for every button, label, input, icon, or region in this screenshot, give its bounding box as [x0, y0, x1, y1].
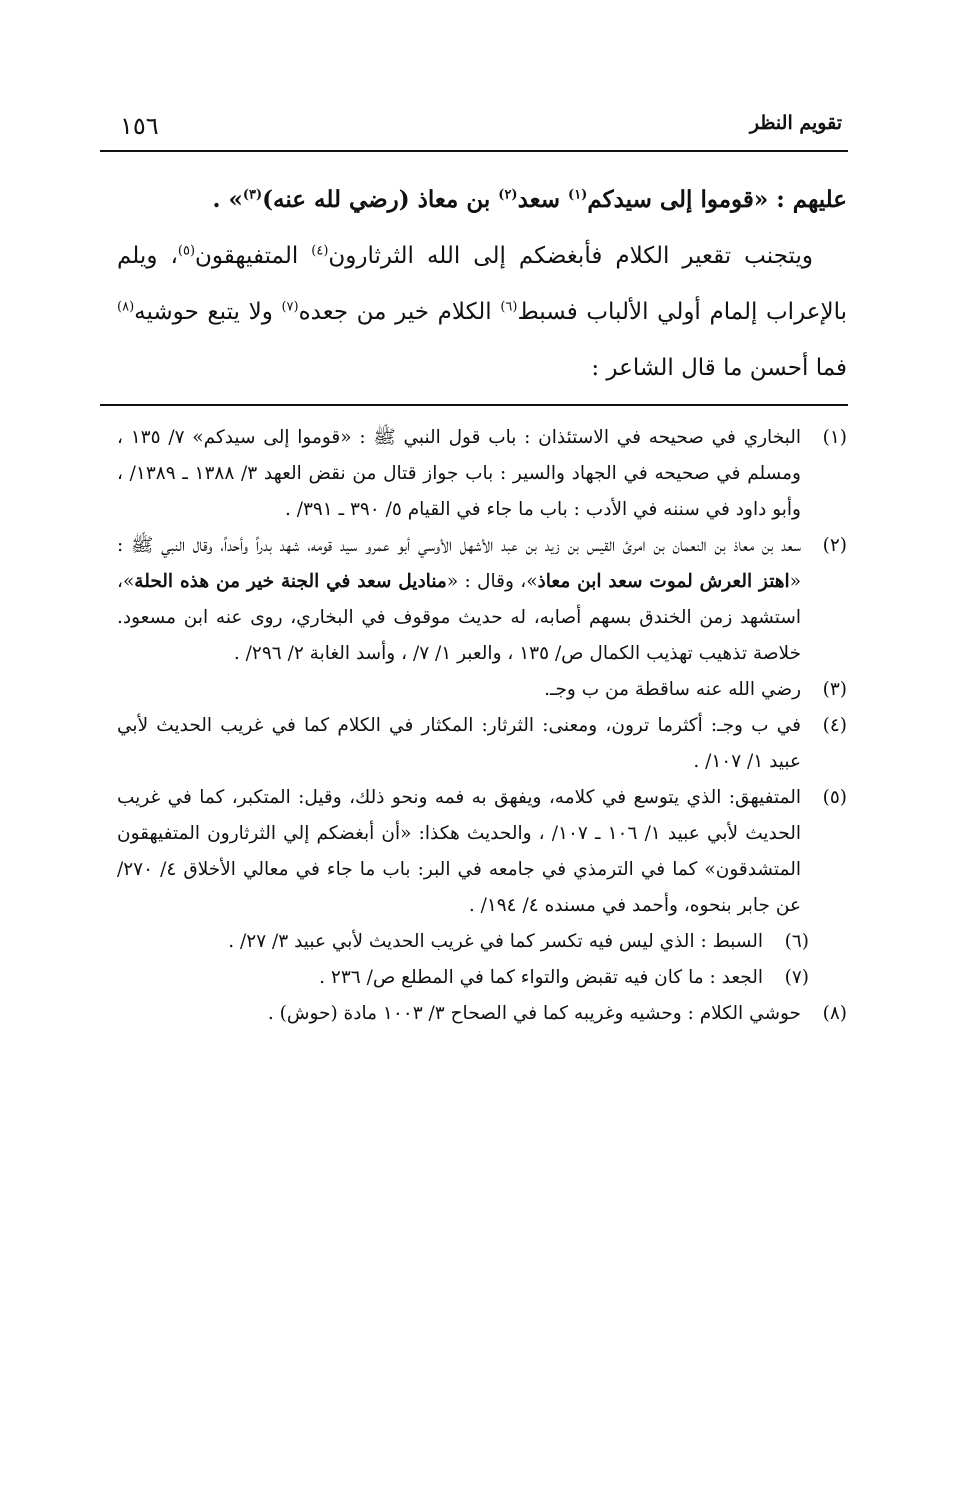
text-run: » . [212, 186, 243, 213]
footnote-text: »، وقال : « [446, 571, 538, 592]
footnote-number: (١) [822, 427, 847, 448]
footnotes [117, 420, 847, 1032]
footnote-ref-8: (٨) [117, 299, 135, 315]
text-run: ويتجنب تقعير الكلام فأبغضكم إلى الله الثرثارون [328, 243, 814, 269]
footnote-text: »، استشهد زمن الخندق بسهم أصابه، له حديث موقوف في البخاري، روى عنه ابن مسعود. خلاصة تذهيب تهذيب الكمال ص/ ١٣٥ ، والعبر ١/ ٧/ ، وأسد الغابة ٢/ ٢٩٦/ . [117, 571, 801, 664]
footnote-text: سعد بن معاذ بن النعمان بن امرئ القيس بن زيد بن عبد الأشهل الأوسي أبو عمرو سيد قومه، شهد بدراً وأحداً، وقال النبي ﷺ : « [117, 535, 802, 592]
footnote-6 [117, 924, 847, 960]
footnote-text: في ب وجـ: أكثرما ترون، ومعنى: الثرثار: المكثار في الكلام كما في غريب الحديث لأبي عبيد ١/ ١٠٧/ . [117, 715, 801, 772]
running-title: تقويم النظر [749, 112, 842, 134]
footnote-ref-4: (٤) [311, 243, 329, 259]
footnote-7 [117, 960, 847, 996]
footnote-text: رضي الله عنه ساقطة من ب وجـ. [544, 679, 801, 700]
footnote-text: البخاري في صحيحه في الاستئذان : باب قول النبي ﷺ : «قوموا إلى سيدكم» ٧/ ١٣٥ ، ومسلم في صحيحه في الجهاد والسير : باب جواز قتال من نقض العهد ٣/ ١٣٨٨ ـ ١٣٨٩/ ، وأبو داود في سننه في الأدب : باب ما جاء في القيام ٥/ ٣٩٠ ـ ٣٩١/ . [117, 427, 801, 520]
text-run: ، ويلم بالإعراب إلمام أولي الألباب فسبط [117, 243, 848, 325]
footnote-number: (٣) [822, 679, 847, 700]
main-text [117, 172, 847, 396]
paragraph-2 [117, 228, 847, 396]
footnote-number: (٥) [822, 787, 847, 808]
footnote-8 [117, 996, 847, 1032]
footnote-5 [117, 780, 847, 924]
text-run: الكلام خير من جعده [298, 299, 501, 325]
hadith-quote: اهتز العرش لموت سعد ابن معاذ [537, 571, 790, 592]
footnote-ref-2: (٢) [498, 187, 518, 203]
text-run: ولا يتبع حوشيه [134, 299, 282, 325]
footnote-ref-3: (٣) [242, 187, 263, 203]
footnote-text: الجعد : ما كان فيه تقبض والتواء كما في المطلع ص/ ٢٣٦ . [319, 967, 763, 988]
hadith-quote: مناديل سعد في الجنة خير من هذه الحلة [134, 571, 447, 592]
text-run: عليهم : « [753, 186, 847, 213]
hadith-quote: قوموا إلى سيدكم [587, 186, 754, 213]
footnote-number: (٨) [822, 1003, 847, 1024]
page-header [100, 98, 848, 152]
footnote-ref-6: (٦) [500, 299, 518, 315]
footnote-text: حوشي الكلام : وحشيه وغريبه كما في الصحاح ٣/ ١٠٠٣ مادة (حوش) . [267, 1003, 801, 1024]
paragraph-1 [117, 172, 847, 228]
text-run: فما أحسن ما قال الشاعر : [591, 355, 847, 381]
footnote-3 [117, 672, 847, 708]
text-run: بن معاذ (رضي لله عنه) [262, 186, 499, 213]
footnote-text: السبط : الذي ليس فيه تكسر كما في غريب الحديث لأبي عبيد ٣/ ٢٧/ . [228, 931, 763, 952]
footnote-ref-5: (٥) [177, 243, 196, 259]
footnote-number: (٧) [784, 967, 809, 988]
page-number: ١٥٦ [120, 112, 159, 140]
footnote-4 [117, 708, 847, 780]
footnote-number: (٤) [822, 715, 847, 736]
footnote-2 [117, 528, 847, 672]
footnote-separator [100, 404, 848, 406]
footnote-number: (٦) [784, 931, 809, 952]
footnote-ref-1: (١) [568, 187, 588, 203]
text-run: سعد [517, 186, 569, 213]
footnote-ref-7: (٧) [281, 299, 299, 315]
text-run: المتفيهقون [195, 243, 312, 269]
footnote-text: المتفيهق: الذي يتوسع في كلامه، ويفهق به فمه ونحو ذلك، وقيل: المتكبر، كما في غريب الحديث لأبي عبيد ١/ ١٠٦ ـ ١٠٧/ ، والحديث هكذا: «أن أبغضكم إلي الثرثارون المتفيهقون المتشدقون» كما في الترمذي في جامعه في البر: باب ما جاء في معالي الأخلاق ٤/ ٢٧٠/ عن جابر بنحوه، وأحمد في مسنده ٤/ ١٩٤/ . [117, 787, 801, 916]
footnote-number: (٢) [822, 535, 847, 556]
footnote-1 [117, 420, 847, 528]
